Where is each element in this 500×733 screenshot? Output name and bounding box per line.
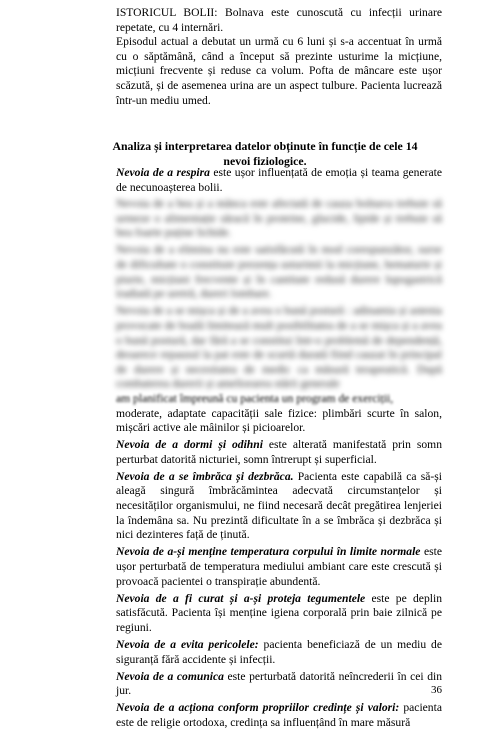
need-text: este pe deplin satisfăcută. Pacienta își menține igiena corporală prin baie zilnică pe regiuni. xyxy=(116,591,442,634)
section-heading: Analiza și interpretarea datelor obținute în funcție de cele 14 nevoi fiziologice. xyxy=(112,139,418,168)
page-number: 36 xyxy=(431,684,442,696)
history-label: ISTORICUL BOLII: xyxy=(116,6,218,19)
patient-history-section xyxy=(116,6,442,108)
need-paragraph xyxy=(116,638,442,667)
partial-blur-line xyxy=(116,392,442,407)
need-text: pacienta este de religie ortodoxa, credința sa influențând în mare măsură xyxy=(116,701,442,729)
need-text: este alterată manifestată prin somn perturbat datorită nicturiei, somn întrerupt și superficial. xyxy=(116,438,442,466)
need-paragraph xyxy=(116,545,442,589)
need-paragraph xyxy=(116,592,442,636)
need-text: este perturbată datorită neîncrederii în cei din jur. xyxy=(116,669,443,698)
need-title: Nevoia de a se îmbrăca și dezbrăca. xyxy=(116,469,294,483)
history-text-1: Bolnava este cunoscută cu infecții urinare repetate, cu 4 internări. xyxy=(116,6,442,34)
need-paragraph xyxy=(116,438,442,467)
need-paragraph xyxy=(116,701,442,730)
need-title: Nevoia de a acționa conform propriilor credințe și valori: xyxy=(116,701,400,715)
need-title: Nevoia de a comunica xyxy=(116,669,224,683)
need-paragraph xyxy=(116,670,442,699)
need-text: pacienta beneficiază de un mediu de siguranță fără accidente și infecții. xyxy=(116,637,442,666)
blurred-paragraph: Nevoia de a se mișca și de a avea o bună postură : adinamia și astenia provocate de boală limitează mult posibilitatea de a se mișca și a avea o bună postură, dar fără a se constitui într-o problemă de dependență, deoarece repausul la pat este de scurtă durată fiind cauzat în principal de durere și necesitatea de medic ca măsură terapeutică. După combaterea durerii și ameliorarea stării generale xyxy=(116,304,442,391)
history-paragraph-1 xyxy=(116,6,442,35)
need-title: Nevoia de a fi curat și a-și proteja tegumentele xyxy=(116,591,366,605)
partial-line-text: am planificat împreună cu pacienta un program de exerciții, xyxy=(116,391,394,405)
needs-section xyxy=(116,166,442,733)
need-title: Nevoia de a dormi și odihni xyxy=(116,438,263,452)
need-text: Pacienta este capabilă ca să-și aleagă singură îmbrăcămintea adecvată circumstanțelor și necesităților organismului, ne fiind necesară decât pregătirea lenjeriei la îndemâna sa. Nu prezintă dificultate în a se îmbrăca și dezbrăca și nici dezinteres față de ținută. xyxy=(116,469,442,542)
need-paragraph xyxy=(116,470,442,543)
need-paragraph-respira xyxy=(116,166,442,195)
need-title: Nevoia de a-și menține temperatura corpului în limite normale xyxy=(116,545,421,559)
blurred-paragraph: Nevoia de a elimina nu este satisfăcută în mod corespunzător, surse de dificultate o constituie prezența usturimii la micțiune, hematurie și piurie, micțiuni frecvente și în cantitate redusă durere lupogastrică iradiată pe uretră, dureri lombare. xyxy=(116,243,442,301)
need-title: Nevoia de a respira xyxy=(116,166,210,179)
blurred-region xyxy=(116,197,442,392)
need-title: Nevoia de a evita pericolele: xyxy=(116,637,259,651)
need-text: este ușor influențată de emoția și teama generate de necunoașterea bolii. xyxy=(116,166,442,194)
need-text: este ușor perturbată de temperatura mediului ambiant care este crescută și provoacă pacientei o transpirație abundentă. xyxy=(116,545,442,588)
history-paragraph-2: Episodul actual a debutat un urmă cu 6 luni și s-a accentuat în urmă cu o săptămână, când a început să prezinte usturime la micțiune, micțiuni frecvente și reduse ca volum. Pofta de mâncare este ușor scăzută, și de asemenea urina are un aspect tulbure. Pacienta lucrează într-un mediu umed. xyxy=(116,35,442,107)
need-paragraph-miscare-rest: moderate, adaptate capacității sale fizice: plimbări scurte în salon, mișcări active ale mâinilor și picioarelor. xyxy=(116,406,442,435)
blurred-paragraph: Nevoia de a bea și a mânca este afectată de cauza bolnava trebuie să urmeze o alimentație săracă în proteine, glucide, lipide și trebuie să bea foarte puține lichide. xyxy=(116,197,442,240)
